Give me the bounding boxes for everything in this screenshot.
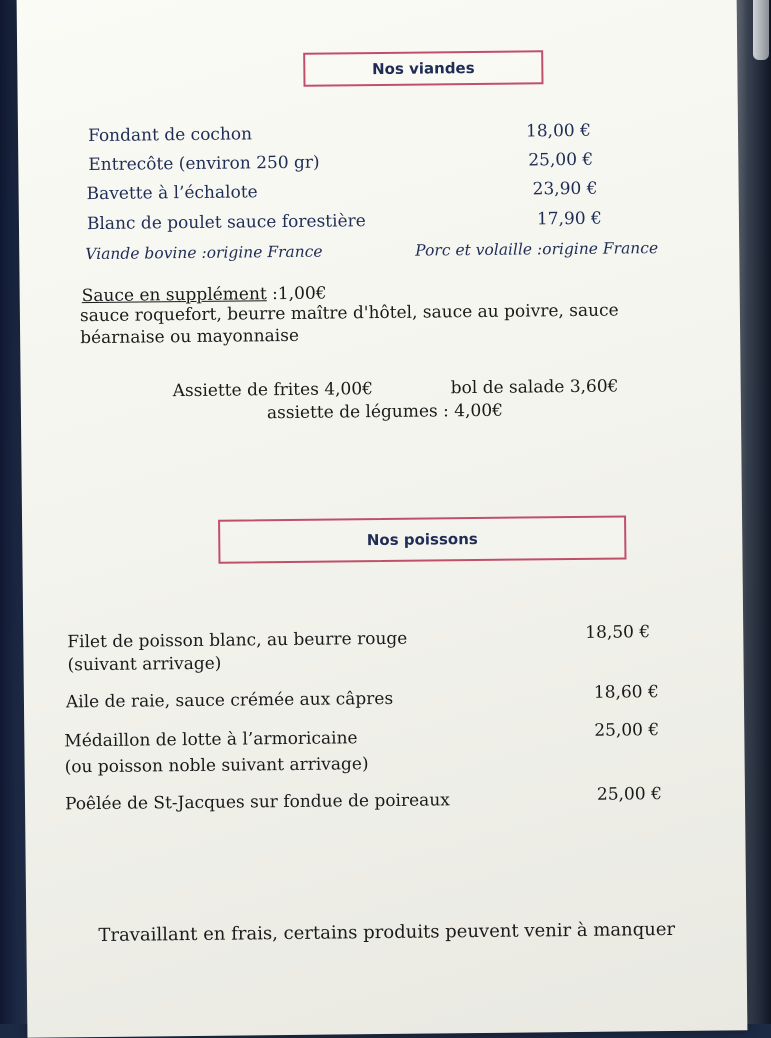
footer-note: Travaillant en frais, certains produits peuvent venir à manquer: [98, 918, 676, 946]
sauce-label: Sauce en supplément: [81, 284, 267, 307]
section-title-viandes-text: Nos viandes: [371, 59, 475, 79]
fish-item-1-price: 18,50 €: [585, 622, 651, 643]
meat-item-name-4: Blanc de poulet sauce forestière: [86, 211, 366, 235]
fish-item-2-price: 18,60 €: [593, 682, 659, 703]
meat-item-name-2: Entrecôte (environ 250 gr): [88, 152, 320, 176]
fish-item-4-price: 25,00 €: [596, 784, 662, 805]
fish-item-3-price: 25,00 €: [594, 720, 660, 741]
menu-page: [17, 0, 748, 1038]
sauce-list-line-1: sauce roquefort, beurre maître d'hôtel, sauce au poivre, sauce: [79, 300, 619, 327]
sauce-price: :1,00€: [266, 283, 327, 305]
sauce-list-line-2: béarnaise ou mayonnaise: [80, 325, 300, 349]
fish-item-4-line-1: Poêlée de St-Jacques sur fondue de poireaux: [64, 790, 450, 815]
side-salade: bol de salade 3,60€: [450, 376, 619, 399]
meat-item-price-3: 23,90 €: [532, 178, 598, 200]
section-title-poissons-text: Nos poissons: [366, 529, 478, 550]
meat-item-name-1: Fondant de cochon: [87, 124, 253, 147]
section-title-viandes: [303, 50, 543, 87]
fish-item-2-line-1: Aile de raie, sauce crémée aux câpres: [65, 688, 394, 713]
section-title-poissons: [218, 515, 626, 563]
fish-item-3-line-1: Médaillon de lotte à l’armoricaine: [64, 728, 358, 752]
meat-item-price-4: 17,90 €: [536, 208, 602, 230]
binder-clip: [753, 0, 769, 60]
fish-item-1-line-2: (suivant arrivage): [67, 653, 222, 676]
meat-item-price-2: 25,00 €: [528, 149, 594, 171]
side-legumes: assiette de légumes : 4,00€: [266, 400, 504, 424]
origin-bovine: Viande bovine :origine France: [85, 242, 323, 264]
fish-item-3-line-2: (ou poisson noble suivant arrivage): [64, 754, 369, 778]
meat-item-price-1: 18,00 €: [525, 120, 591, 142]
origin-porc-volaille: Porc et volaille :origine France: [415, 239, 659, 260]
meat-item-name-3: Bavette à l’échalote: [86, 182, 258, 205]
fish-item-1-line-1: Filet de poisson blanc, au beurre rouge: [67, 628, 408, 653]
side-frites: Assiette de frites 4,00€: [172, 379, 374, 402]
